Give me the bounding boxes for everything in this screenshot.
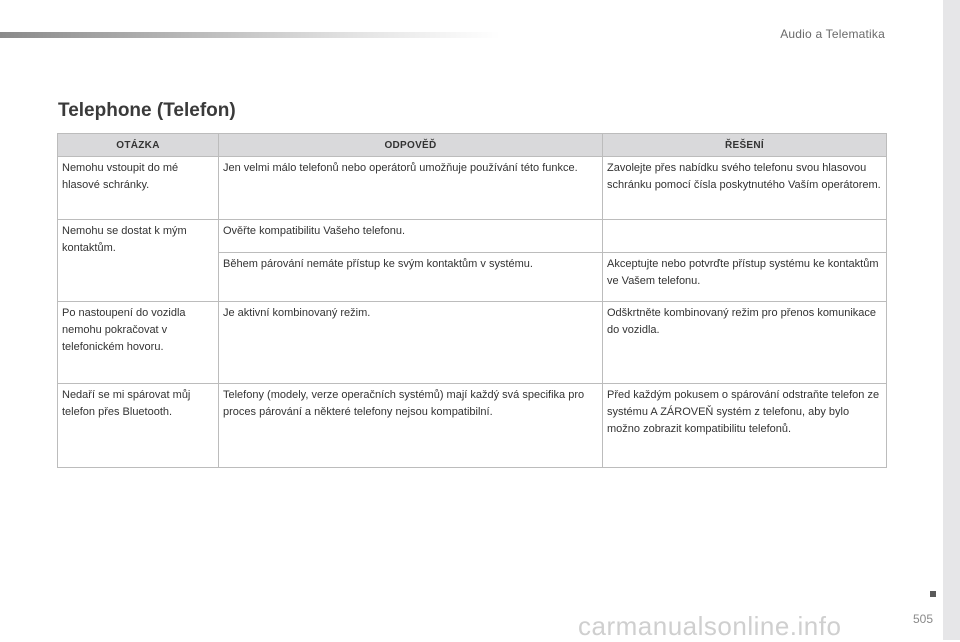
question-cell: Po nastoupení do vozidla nemohu pokračovat v telefonickém hovoru. [58,302,219,384]
question-cell: Nemohu se dostat k mým kontaktům. [58,220,219,302]
solution-cell: Odškrtněte kombinovaný režim pro přenos komunikace do vozidla. [603,302,887,384]
answer-cell: Jen velmi málo telefonů nebo operátorů umožňuje používání této funkce. [219,157,603,220]
question-cell: Nemohu vstoupit do mé hlasové schránky. [58,157,219,220]
answer-cell: Během párování nemáte přístup ke svým kontaktům v systému. [219,253,603,302]
column-header-answer: ODPOVĚĎ [219,134,603,157]
watermark: carmanualsonline.info [578,611,842,641]
solution-cell: Akceptujte nebo potvrďte přístup systému ke kontaktům ve Vašem telefonu. [603,253,887,302]
page-number: 505 [913,612,934,626]
section-header: Audio a Telematika [780,27,885,41]
question-cell: Nedaří se mi spárovat můj telefon přes Bluetooth. [58,384,219,468]
page-marker [930,591,936,597]
table-row [58,384,887,468]
page-edge-strip [943,0,960,640]
answer-cell: Je aktivní kombinovaný režim. [219,302,603,384]
solution-cell [603,220,887,253]
header-decor-bar [0,32,500,38]
table-row [58,220,887,253]
solution-cell: Před každým pokusem o spárování odstraňte telefon ze systému A ZÁROVEŇ systém z telefonu, aby bylo možno zobrazit kompatibilitu telefonů. [603,384,887,468]
answer-cell: Telefony (modely, verze operačních systémů) mají každý svá specifika pro proces párování a některé telefony nejsou kompatibilní. [219,384,603,468]
table-row [58,302,887,384]
answer-cell: Ověřte kompatibilitu Vašeho telefonu. [219,220,603,253]
solution-cell: Zavolejte přes nabídku svého telefonu svou hlasovou schránku pomocí čísla poskytnutého Vaším operátorem. [603,157,887,220]
table-row [58,157,887,220]
page-title: Telephone (Telefon) [58,100,236,121]
column-header-question: OTÁZKA [58,134,219,157]
faq-table [57,133,887,468]
table-header-row [58,134,887,157]
column-header-solution: ŘEŠENÍ [603,134,887,157]
